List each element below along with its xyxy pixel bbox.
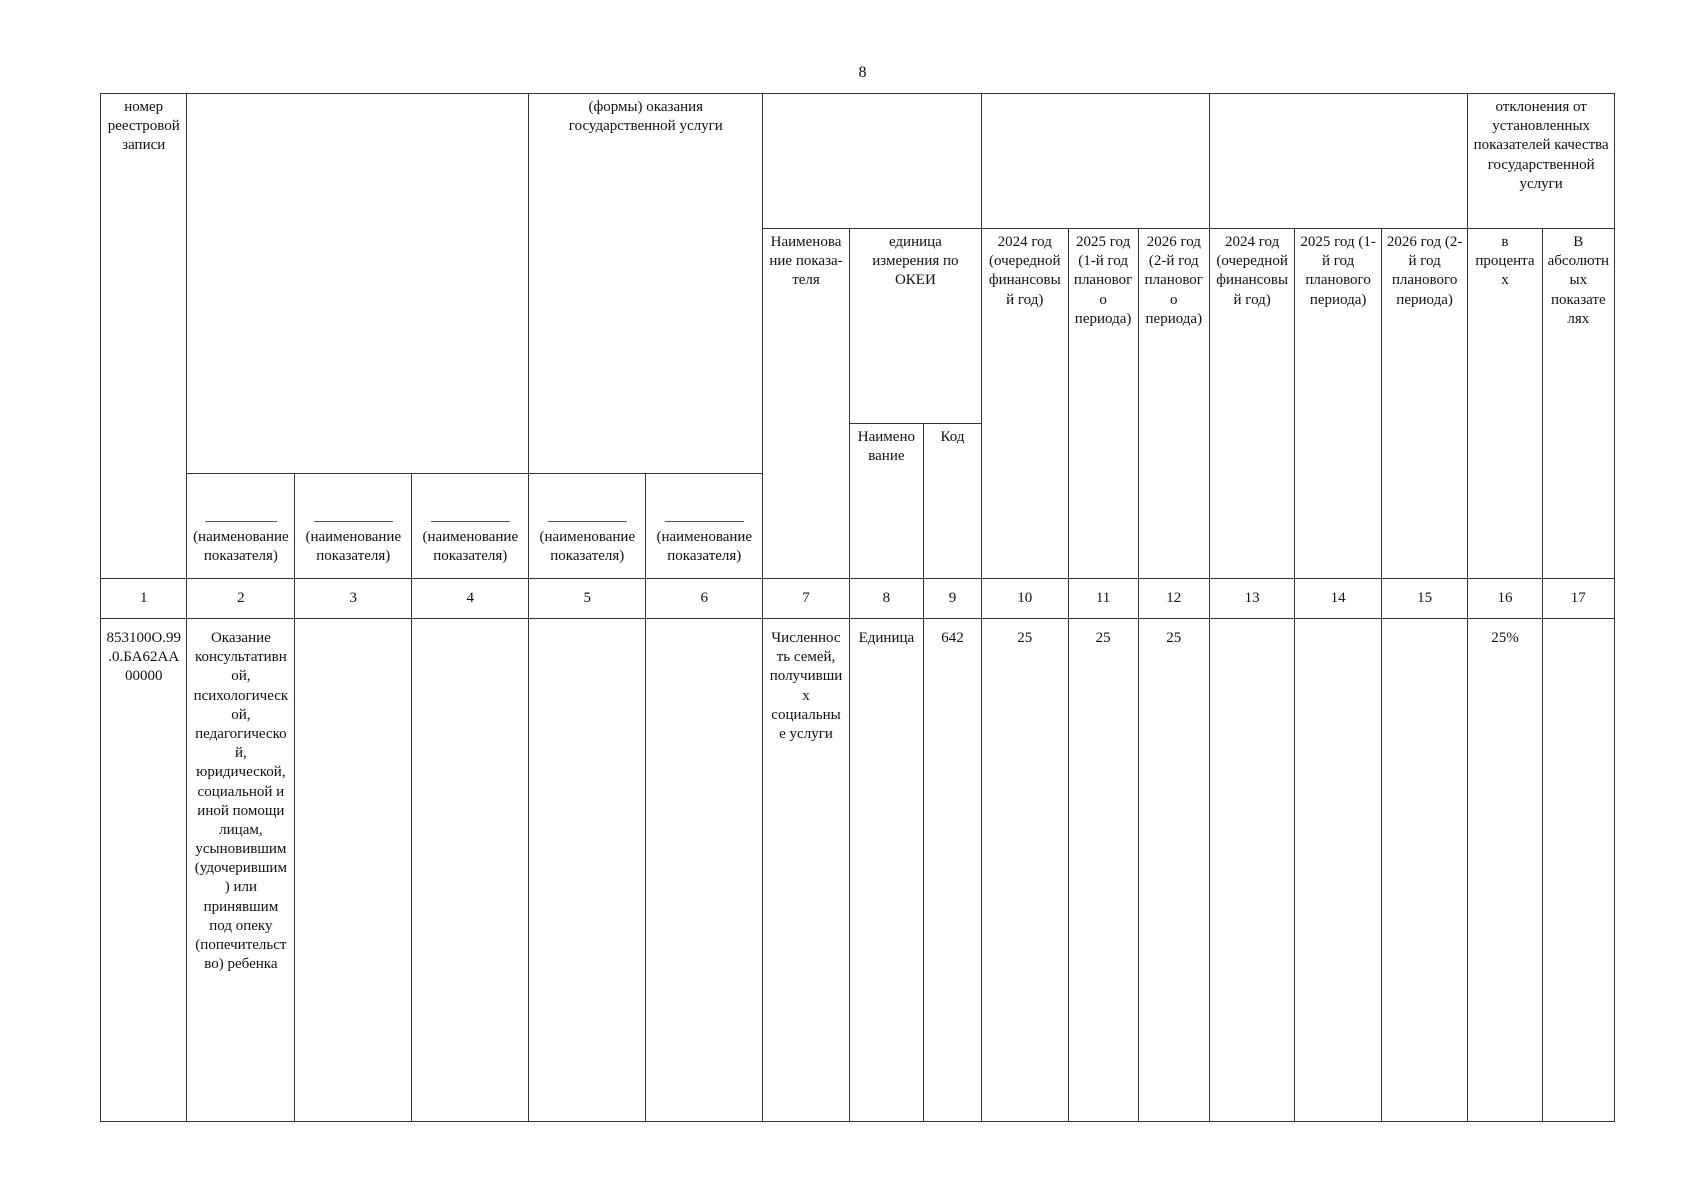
cell-unit-name: Единица [849, 619, 923, 1122]
cell-payment-2024 [1209, 619, 1294, 1122]
column-number: 9 [924, 579, 982, 619]
blank-underline [205, 521, 277, 522]
header-payment-group [1209, 94, 1467, 229]
header-sub-col-2: (наименование показателя) [187, 474, 295, 579]
column-number: 7 [763, 579, 849, 619]
column-number: 12 [1138, 579, 1209, 619]
column-number: 14 [1295, 579, 1381, 619]
header-sub-col-5: (наименование показателя) [529, 474, 646, 579]
header-registry-number: номер реестровой записи [101, 94, 187, 579]
header-values-group [982, 94, 1210, 229]
column-number: 8 [849, 579, 923, 619]
column-number: 17 [1542, 579, 1614, 619]
cell-value-2025: 25 [1068, 619, 1138, 1122]
column-number: 16 [1468, 579, 1542, 619]
page-number: 8 [858, 64, 867, 81]
cell-payment-2026 [1381, 619, 1468, 1122]
column-number: 6 [646, 579, 763, 619]
header-payment-2025: 2025 год (1-й год планового периода) [1295, 229, 1381, 579]
column-number: 4 [412, 579, 529, 619]
header-value-2025: 2025 год (1-й год планового периода) [1068, 229, 1138, 579]
header-quality-group [763, 94, 982, 229]
header-value-2026: 2026 год (2-й год планового периода) [1138, 229, 1209, 579]
cell-registry-number: 853100О.99.0.БА62АА00000 [101, 619, 187, 1122]
blank-underline [431, 521, 509, 522]
cell-col-6 [646, 619, 763, 1122]
header-value-2024: 2024 год (очередной финансовый год) [982, 229, 1068, 579]
column-number: 1 [101, 579, 187, 619]
column-number: 3 [295, 579, 412, 619]
cell-value-2024: 25 [982, 619, 1068, 1122]
header-sub-col-6: (наименование показателя) [646, 474, 763, 579]
cell-deviation-percent: 25% [1468, 619, 1542, 1122]
cell-col-3 [295, 619, 412, 1122]
blank-underline [665, 521, 743, 522]
cell-service-content: Оказание консультативной, психологической, педагогической, юридической, социальной и иной помощи лицам, усыновившим (удочерившим) или принявшим под опеку (попечительство) ребенка [187, 619, 295, 1122]
header-indicator-name: Наименование показа-теля [763, 229, 849, 579]
column-number: 15 [1381, 579, 1468, 619]
header-deviation-percent: в процентах [1468, 229, 1542, 579]
blank-underline [548, 521, 626, 522]
service-volume-table [100, 93, 1615, 1122]
header-deviation-absolute: В абсолютных показателях [1542, 229, 1614, 579]
cell-unit-code: 642 [924, 619, 982, 1122]
table-row [101, 619, 1615, 1122]
cell-indicator: Численность семей, получивших социальные услуги [763, 619, 849, 1122]
blank-underline [314, 521, 392, 522]
cell-col-5 [529, 619, 646, 1122]
cell-deviation-absolute [1542, 619, 1614, 1122]
column-number: 13 [1209, 579, 1294, 619]
header-unit-okei: единица измерения по ОКЕИ [849, 229, 981, 424]
header-form-of-service: (формы) оказания государственной услуги [529, 94, 763, 474]
header-deviation: отклонения от установленных показателей качества государственной услуги [1468, 94, 1615, 229]
header-sub-col-3: (наименование показателя) [295, 474, 412, 579]
column-number: 5 [529, 579, 646, 619]
column-number: 11 [1068, 579, 1138, 619]
header-content-group [187, 94, 529, 474]
column-number: 10 [982, 579, 1068, 619]
cell-payment-2025 [1295, 619, 1381, 1122]
column-number: 2 [187, 579, 295, 619]
header-payment-2024: 2024 год (очередной финансовый год) [1209, 229, 1294, 579]
header-payment-2026: 2026 год (2-й год планового периода) [1381, 229, 1468, 579]
header-unit-name: Наименование [849, 424, 923, 579]
cell-col-4 [412, 619, 529, 1122]
cell-value-2026: 25 [1138, 619, 1209, 1122]
column-number-row [101, 579, 1615, 619]
header-sub-col-4: (наименование показателя) [412, 474, 529, 579]
header-unit-code: Код [924, 424, 982, 579]
